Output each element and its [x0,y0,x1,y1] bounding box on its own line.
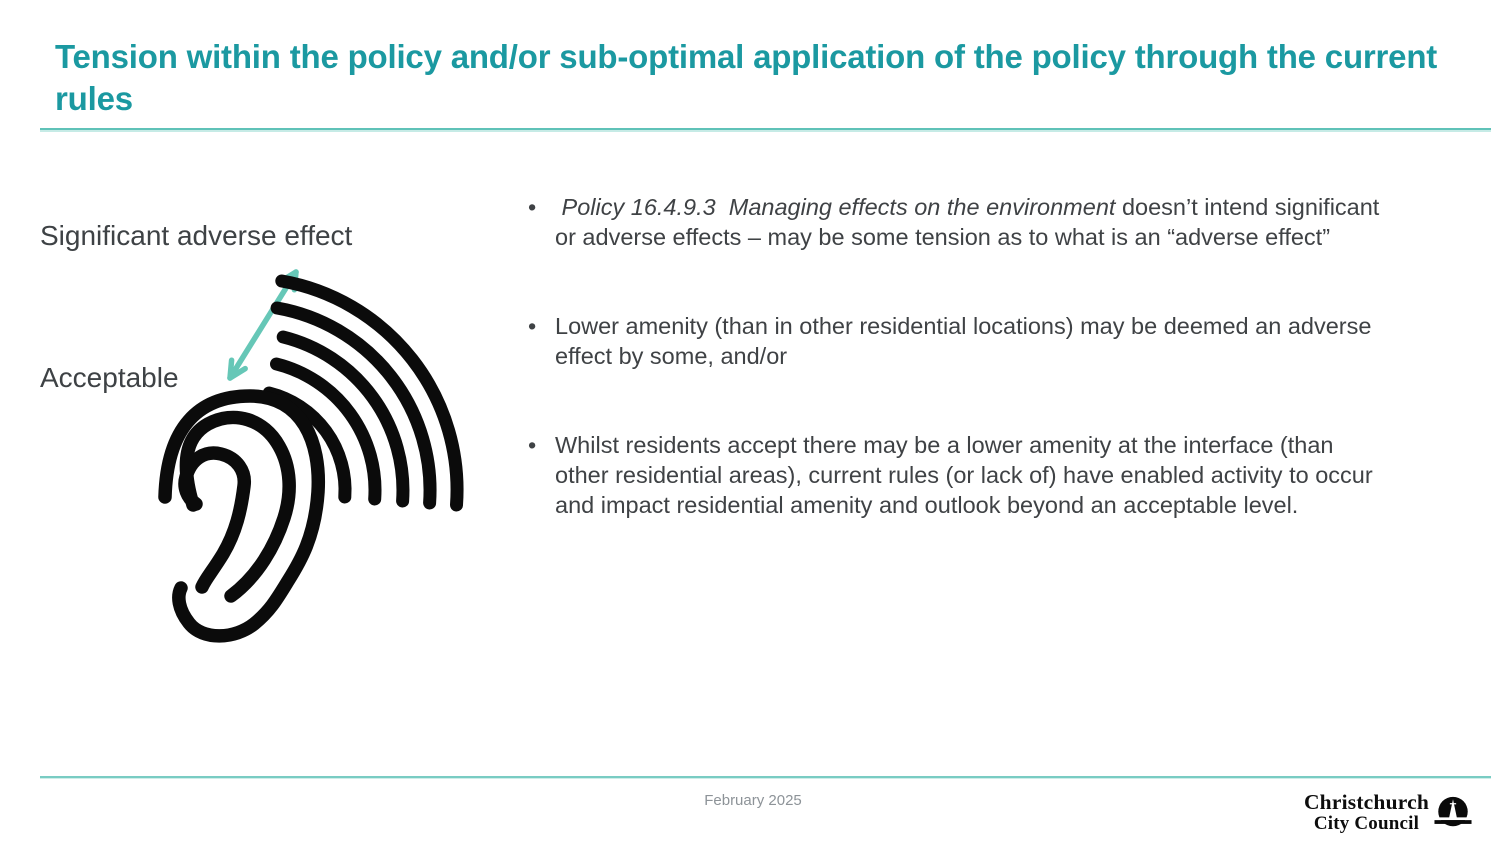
footer-divider [40,776,1491,779]
label-acceptable: Acceptable [40,362,179,393]
bullet-marker: • [528,313,537,339]
footer-date: February 2025 [704,792,802,809]
bullet-item [522,192,1388,252]
christchurch-city-council-logo [1304,792,1472,834]
bullet-text: doesn’t intend significant or adverse effects – may be some tension as to what is an “adverse effect” [555,194,1386,250]
cathedral-logo-icon [1434,792,1472,834]
bullet-italic-text: Policy 16.4.9.3 Managing effects on the environment [555,194,1116,220]
bullet-marker: • [528,194,537,220]
ear-listening-icon [140,258,475,658]
logo-text [1304,792,1429,833]
logo-line2: City Council [1313,813,1420,835]
bullet-text: Whilst residents accept there may be a lower amenity at the interface (than other residential areas), current rules (or lack of) have enabled activity to occur and impact residential amenity and outlook beyond an acceptable level. [555,432,1380,518]
bullet-text: Lower amenity (than in other residential locations) may be deemed an adverse effect by some, and/or [555,313,1378,369]
ear-outline [165,396,318,636]
label-significant-adverse-effect: Significant adverse effect [40,220,353,251]
title-divider [40,128,1491,132]
sound-waves-icon [269,281,457,505]
bullet-item [522,311,1388,371]
bullet-item [522,430,1388,520]
logo-line1: Christchurch [1303,790,1429,815]
page-title: Tension within the policy and/or sub-optimal application of the policy through the current rules [55,38,1438,117]
bullet-list [522,192,1388,579]
bullet-marker: • [528,432,537,458]
